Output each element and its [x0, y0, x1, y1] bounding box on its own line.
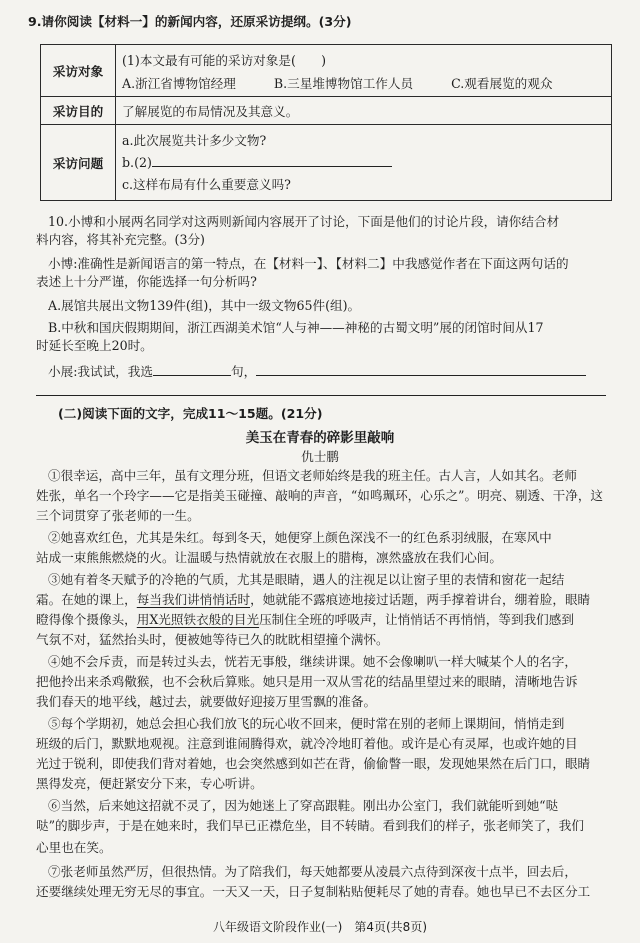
analysis-blank[interactable] [256, 362, 586, 376]
option-sentence-a: A.展馆共展出文物139件(组)，其中一级文物65件(组)。 [48, 298, 361, 313]
para3-line2a: 霜。在她的课上， [36, 592, 137, 607]
subject-question: (1)本文最有可能的采访对象是( ) [122, 52, 326, 68]
xiaozhan-prefix: 小展:我试试，我选 [48, 364, 153, 379]
para2-line2: 站成一束熊熊燃烧的火。让温暖与热情就放在衣服上的腊梅，凛然盛放在我们心间。 [36, 550, 502, 565]
para6-line2a: 哒”的脚步声，于是在她来时，我们早已正襟危坐，目不转睛。 [36, 818, 383, 833]
para3-underline-1: 每当我们讲悄悄话时 [136, 592, 251, 607]
para6-wavy-1: 看到我们的样子，张老师笑了，我们 [382, 818, 584, 833]
interview-outline-table [40, 44, 612, 201]
analysis-blank-2[interactable] [36, 382, 606, 396]
para5-line2: 班级的后门，默默地观视。注意到谁闹腾得欢，就冷冷地盯着他。或许是心有灵犀，也或许她的目 [36, 736, 578, 751]
question-b: b.(2) [122, 154, 152, 170]
para3-underline-2: 用X光照铁衣般的目光 [136, 612, 260, 627]
question-a: a.此次展览共计多少文物? [122, 132, 267, 148]
purpose-header: 采访目的 [41, 97, 116, 125]
section2-heading: (二)阅读下面的文字，完成11～15题。(21分) [58, 406, 323, 421]
choice-blank[interactable] [153, 362, 231, 376]
option-c: C.观看展览的观众 [451, 75, 553, 91]
para3-line2b: ，她就能不露痕迹地接过话题，两手撑着讲台，绷着脸，眼睛 [250, 592, 591, 607]
option-b: B.三星堆博物馆工作人员 [273, 75, 414, 91]
para3-line3b: 压制住全班的呼吸声，让悄悄话不再悄悄，等到我们感到 [259, 612, 574, 627]
para7-line2: 还要继续处理无穷无尽的事宜。一天又一天，日子复制粘贴便耗尽了她的青春。她也早已不去区分工 [36, 884, 591, 899]
para3-line3a: 瞪得像个摄像头， [36, 612, 137, 627]
para5-line4: 黑得发亮，便赶紧安分下来，专心听讲。 [36, 776, 263, 791]
xiaozhan-mid: 句， [231, 364, 257, 379]
para5-line1: ⑤每个学期初，她总会担心我们放飞的玩心收不回来，便时常在别的老师上课期间，悄悄走到 [48, 716, 565, 731]
article-title: 美玉在青春的碎影里敲响 [245, 430, 395, 446]
para5-line3: 光过于锐利，即使我们背对着她，也会突然感到如芒在背，偷偷瞥一眼，发现她果然在后门口，眼睛 [36, 756, 591, 771]
q10-title-2: 料内容，将其补充完整。(3分) [36, 232, 205, 247]
para3-line4: 气氛不对，猛然抬头时，便被她等待已久的眈眈相望撞个满怀。 [36, 632, 389, 647]
para3-line1: ③她有着冬天赋予的冷艳的气质，尤其是眼睛，遇人的注视足以让窗子里的表情和窗花一起结 [48, 572, 565, 587]
answer-blank-2[interactable] [152, 153, 392, 167]
q9-title: 9.请你阅读【材料一】的新闻内容，还原采访提纲。(3分) [28, 14, 352, 29]
para4-line3: 我们春天的地平线，越过去，就要做好迎接万里雪飘的准备。 [36, 694, 377, 709]
para4-line2: 把他拎出来杀鸡儆猴，也不会秋后算账。她只是用一双从雪花的结晶里望过来的眼睛，清晰地告诉 [36, 674, 578, 689]
question-c: c.这样布局有什么重要意义吗? [122, 176, 291, 192]
questions-header: 采访问题 [41, 125, 116, 201]
purpose-text: 了解展览的布局情况及其意义。 [116, 97, 612, 125]
para7-line1: ⑦张老师虽然严厉，但很热情。为了陪我们，每天她都要从凌晨六点待到深夜十点半，回去后， [48, 864, 577, 879]
xiaobo-2: 表述上十分严谨，你能选择一句分析吗? [36, 274, 257, 289]
para2-line1: ②她喜欢红色，尤其是朱红。每到冬天，她便穿上颜色深浅不一的红色系羽绒服，在寒风中 [48, 530, 552, 545]
para6-line1: ⑥当然，后来她这招就不灵了，因为她迷上了穿高跟鞋。刚出办公室门，我们就能听到她“哒 [48, 798, 559, 813]
subject-header: 采访对象 [41, 45, 116, 97]
article-author: 仇士鹏 [301, 449, 339, 464]
para4-line1: ④她不会斥责，而是转过头去，恍若无事般，继续讲课。她不会像喇叭一样大喊某个人的名字， [48, 654, 577, 669]
para1-line2: 姓张，单名一个玲字——它是指美玉碰撞、敲响的声音，“如鸣珮环，心乐之”。明亮、剔透、干净，这 [36, 488, 604, 503]
q10-title-1: 10.小博和小展两名同学对这两则新闻内容展开了讨论，下面是他们的讨论片段，请你结合材 [48, 214, 560, 229]
para1-line1: ①很幸运，高中三年，虽有文理分班，但语文老师始终是我的班主任。古人言，人如其名。老师 [48, 468, 577, 483]
para1-line3: 三个词贯穿了张老师的一生。 [36, 508, 200, 523]
option-sentence-b-1: B.中秋和国庆假期期间，浙江西湖美术馆“人与神——神秘的古蜀文明”展的闭馆时间从17 [48, 320, 544, 335]
para6-wavy-2: 心里也在笑。 [36, 840, 112, 855]
xiaobo-1: 小博:准确性是新闻语言的第一特点，在【材料一】、【材料二】中我感觉作者在下面这两句话的 [48, 256, 569, 271]
option-a: A.浙江省博物馆经理 [122, 75, 236, 91]
option-sentence-b-2: 时延长至晚上20时。 [36, 338, 153, 353]
page-footer: 八年级语文阶段作业(一) 第4页(共8页) [213, 920, 427, 934]
